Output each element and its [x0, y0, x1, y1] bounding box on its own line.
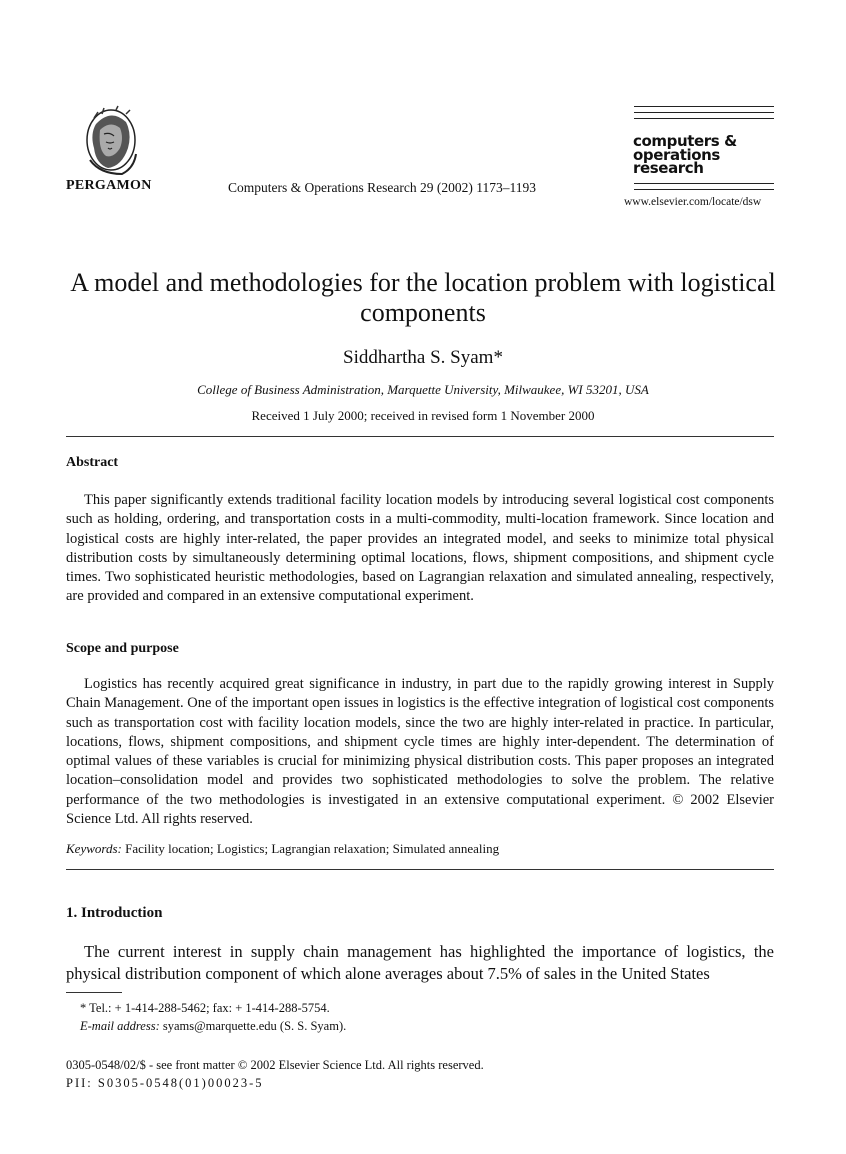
author-affiliation: College of Business Administration, Marquette University, Milwaukee, WI 53201, USA: [197, 382, 649, 397]
publisher-name: PERGAMON: [66, 178, 152, 193]
pergamon-logo: [76, 104, 146, 180]
keywords-label: Keywords:: [66, 841, 122, 856]
email-label: E-mail address:: [80, 1019, 160, 1033]
brand-rule-bottom-2: [634, 189, 774, 190]
brand-rule-top-2: [634, 112, 774, 113]
brand-rule-bottom: [634, 183, 774, 184]
footnote-email: [80, 1019, 346, 1034]
keywords: [66, 841, 499, 857]
abstract-heading: Abstract: [66, 455, 119, 470]
journal-url[interactable]: www.elsevier.com/locate/dsw: [624, 196, 762, 208]
journal-citation: Computers & Operations Research 29 (2002) 1173–1193: [228, 180, 536, 195]
received-dates: Received 1 July 2000; received in revised form 1 November 2000: [251, 408, 595, 423]
article-author: Siddhartha S. Syam*: [343, 347, 503, 368]
issn-line: 0305-0548/02/$ - see front matter © 2002 Elsevier Science Ltd. All rights reserved.: [66, 1058, 484, 1072]
footnote-rule: [66, 992, 122, 993]
journal-brand-line2: operations: [633, 145, 720, 164]
brand-rule-top: [634, 106, 774, 107]
keywords-value: Facility location; Logistics; Lagrangian relaxation; Simulated annealing: [125, 841, 500, 856]
scope-text: Logistics has recently acquired great significance in industry, in part due to the rapidly growing interest in Supply Chain Management. One of the important open issues in logistics is the effective integration of logistical cost components such as transportation cost with facility location models, since the two are highly inter-related in practice. In particular, locations, flows, shipment compositions, and shipment cycle times are highly inter-dependent. The determination of optimal values of these variables is crucial for minimizing physical distribution costs. This paper proposes an integrated location–consolidation model and provides two sophisticated methodologies to solve the problem. The relative performance of the two methodologies is investigated in an extensive computational experiment. © 2002 Elsevier Science Ltd. All rights reserved.: [66, 676, 774, 828]
journal-brand-line1: computers &: [633, 132, 737, 150]
journal-brand-line3: research: [633, 159, 704, 177]
introduction-text: The current interest in supply chain management has highlighted the importance of logistics, the physical distribution component of which alone averages about 7.5% of sales in the United States: [66, 942, 774, 983]
scope-heading: Scope and purpose: [66, 641, 179, 656]
divider-bottom: [66, 869, 774, 870]
journal-brand: [633, 132, 783, 177]
introduction-heading: 1. Introduction: [66, 905, 163, 921]
abstract-text: This paper significantly extends traditional facility location models by introducing several logistical cost components such as holding, ordering, and transportation costs in a multi-commodity, multi-location framework. Since location and logistical costs are highly inter-related, the paper provides an integrated model, and seeks to minimize total physical distribution costs by simultaneously determining optimal locations, flows, shipment compositions, and shipment cycle times. Two sophisticated heuristic methodologies, based on Lagrangian relaxation and simulated annealing, respectively, are provided and compared in an extensive computational experiment.: [66, 492, 774, 605]
email-value[interactable]: syams@marquette.edu (S. S. Syam).: [162, 1019, 347, 1033]
brand-rule-top-3: [634, 118, 774, 119]
divider-top: [66, 436, 774, 437]
article-title: A model and methodologies for the location problem with logistical components: [70, 268, 776, 327]
pii-line: PII: S0305-0548(01)00023-5: [66, 1076, 264, 1090]
footnote-contact: * Tel.: + 1-414-288-5462; fax: + 1-414-288-5754.: [80, 1001, 330, 1015]
